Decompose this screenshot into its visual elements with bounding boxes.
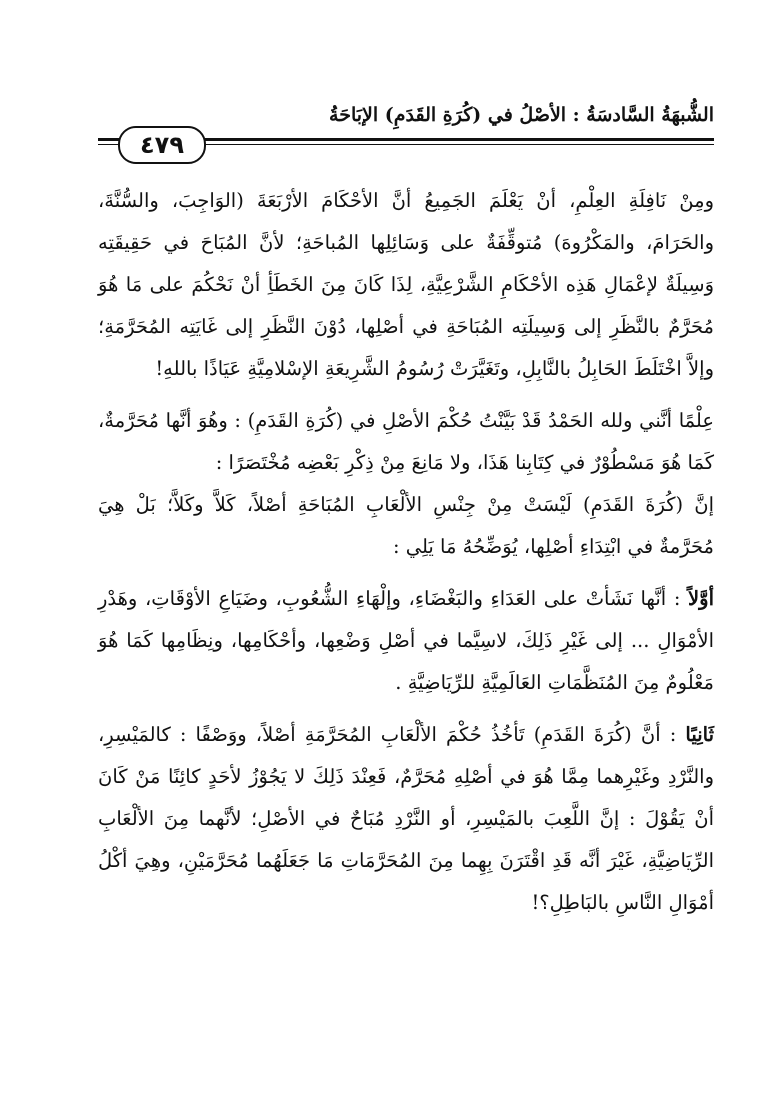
paragraph-2-text: عِلْمًا أنَّني ولله الحَمْدُ قَدْ بَيَّنْتُ حُكْمَ الأصْلِ في (كُرَةِ القَدَمِ) : وهُوَ أنَّها مُحَرَّمةٌ، كَمَا هُوَ مَسْطُوْرٌ في كِتَابِنا هَذَا، ولا مَانِعَ مِنْ ذِكْرِ بَعْضِه مُخْتَصَرًا : (98, 409, 714, 474)
paragraph-1 (98, 180, 714, 390)
paragraph-gap (98, 568, 714, 578)
running-title: الشُّبهَةُ السَّادسَةُ : الأصْلُ في (كُرَةِ القَدَمِ) الإبَاحَةُ (329, 104, 714, 126)
paragraph-gap (98, 704, 714, 714)
paragraph-2 (98, 400, 714, 484)
paragraph-gap (98, 390, 714, 400)
page-header (98, 96, 714, 186)
paragraph-4 (98, 578, 714, 704)
paragraph-4-lead: أوَّلاً (688, 587, 714, 610)
paragraph-3 (98, 484, 714, 568)
page-number: ٤٧٩ (118, 126, 206, 164)
page-body (98, 180, 714, 924)
paragraph-5-text: : أنَّ (كُرَةَ القَدَمِ) تَأخُذُ حُكْمَ الألْعَابِ المُحَرَّمَةِ أصْلاً، ووَصْفًا : كالمَيْسِرِ، والنَّرْدِ وغَيْرِهما مِمَّا هُوَ في أصْلِهِ مُحَرَّمٌ، فَعِنْدَ ذَلِكَ لا يَجُوْزُ لأحَدٍ كائِنًا مَنْ كَانَ أنْ يَقُوْلَ : إنَّ اللَّعِبَ بالمَيْسِرِ، أو النَّرْدِ مُبَاحٌ في الأصْلِ؛ لأنَّهما مِنَ الألْعَابِ الرِّيَاضِيَّةِ، غَيْرَ أنَّه قَدِ اقْتَرَنَ بِهِما مِنَ المُحَرَّمَاتِ مَا جَعَلَهُما مُحَرَّمَيْنِ، وهِيَ أكْلُ أمْوَالِ النَّاسِ بالبَاطِلِ؟! (98, 723, 714, 914)
paragraph-1-text: ومِنْ نَافِلَةِ العِلْمِ، أنْ يَعْلَمَ الجَمِيعُ أنَّ الأحْكَامَ الأرْبَعَةَ (الوَاجِبَ، والسُّنَّةَ، والحَرَامَ، والمَكْرُوهَ) مُتوقِّفَةٌ على وَسَائِلِها المُباحَةِ؛ لأنَّ المُبَاحَ في حَقِيقَتِه وَسِيلَةٌ لإعْمَالِ هَذِه الأحْكَامِ الشَّرْعِيَّةِ، لِذَا كَانَ مِنَ الخَطَأِ أنْ نَحْكُمَ على مَا هُوَ مُحَرَّمٌ بالنَّظَرِ إلى وَسِيلَتِه المُبَاحَةِ في أصْلِها، دُوْنَ النَّظَرِ إلى غَايَتِه المُحَرَّمَةِ؛ وإلاَّ اخْتَلَطَ الحَابِلُ بالنَّابِلِ، وتَغَيَّرَتْ رُسُومُ الشَّرِيعَةِ الإسْلامِيَّةِ عَيَاذًا باللهِ! (98, 189, 714, 380)
paragraph-4-text: : أنَّها نَشَأتْ على العَدَاءِ والبَغْضَاءِ، وإلْهَاءِ الشُّعُوبِ، وضَيَاعِ الأوْقَاتِ، وهَدْرِ الأمْوَالِ ... إلى غَيْرِ ذَلِكَ، لاسِيَّما في أصْلِ وَضْعِها، وأحْكَامِها، ونِظَامِها كَمَا هُوَ مَعْلُومٌ مِنَ المُنَظَّمَاتِ العَالَمِيَّةِ للرِّيَاضِيَّةِ . (98, 587, 714, 694)
paragraph-5 (98, 714, 714, 924)
paragraph-5-lead: ثَانِيًا (685, 723, 714, 746)
paragraph-3-text: إنَّ (كُرَةَ القَدَمِ) لَيْسَتْ مِنْ جِنْسِ الألْعَابِ المُبَاحَةِ أصْلاً، كَلاَّ وكَلاَّ؛ بَلْ هِيَ مُحَرَّمةٌ في ابْتِدَاءِ أصْلِها، يُوَضِّحُهُ مَا يَلِي : (98, 493, 714, 558)
